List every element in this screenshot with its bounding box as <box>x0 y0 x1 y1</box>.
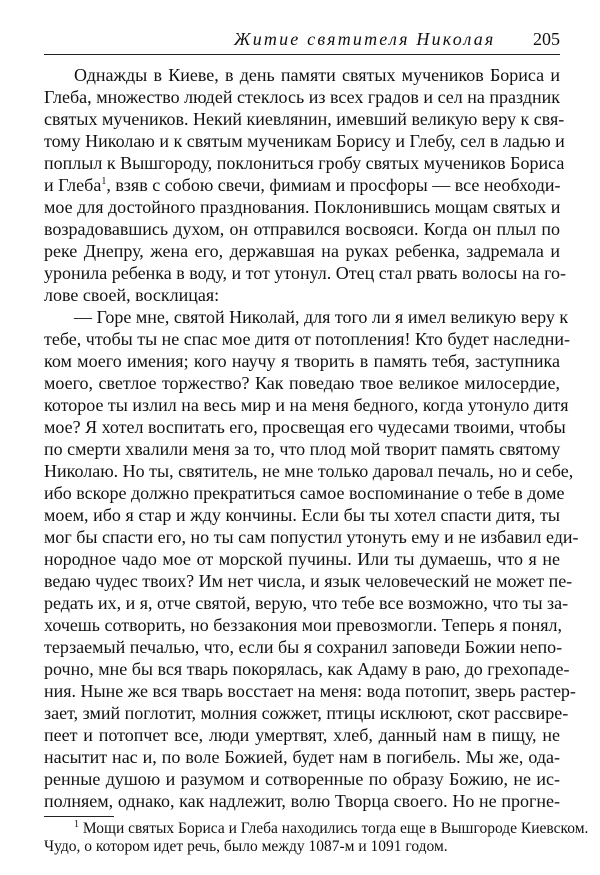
text-line: зает, змий поглотит, молния сожжет, птицы исклюют, скот рассвире- <box>44 703 569 723</box>
text-line: уронила ребенка в воду, и тот утонул. Отец стал рвать волосы на го- <box>44 263 567 283</box>
text-line: ибо вскоре должно прекратиться самое воспоминание о тебе в доме <box>44 483 565 503</box>
text-line: ренные душою и разумом и сотворенные по образу Божию, не ис- <box>44 769 560 789</box>
text-line: которое ты излил на весь мир и на меня бедного, когда утонуло дитя <box>44 395 569 415</box>
text-fragment: и Глеба <box>44 175 102 195</box>
text-line: тебе, чтобы ты не спас мое дитя от потопления! Кто будет наследни- <box>44 329 571 349</box>
text-line: по смерти хвалили меня за то, что плод мой творит память святому <box>44 439 561 459</box>
text-line: Глеба, множество людей стеклось из всех градов и сел на праздник <box>44 87 560 107</box>
footnote-reference: 1 <box>101 176 107 187</box>
footnote-marker: 1 <box>74 818 79 830</box>
text-line: Николаю. Но ты, святитель, не мне только даровал печаль, но и себе, <box>44 461 574 481</box>
text-fragment: , взяв с собою свечи, фимиам и просфоры — все необходи- <box>106 175 561 195</box>
text-line: поплыл к Вышгороду, поклониться гробу святых мучеников Бориса <box>44 153 565 173</box>
text-line: ком моего имения; кого научу я творить в память тебя, заступника <box>44 351 560 371</box>
text-line: насытит нас и, по воле Божией, будет нам в погибель. Мы же, ода- <box>44 747 560 767</box>
text-line: терзаемый печалью, что, если бы я сохранил заповеди Божии непо- <box>44 637 563 657</box>
text-line: святых мучеников. Некий киевлянин, имевший великую веру к свя- <box>44 109 565 129</box>
running-header <box>44 24 560 55</box>
footnote-line <box>44 818 589 838</box>
body-text <box>44 64 579 812</box>
text-line: Однажды в Киеве, в день памяти святых мучеников Бориса и <box>74 65 560 85</box>
text-line: мог бы спасти его, но ты сам попустил утонуть ему и не избавил еди- <box>44 527 579 547</box>
text-line: ведаю чудес твоих? Им нет числа, и язык человеческий не может пе- <box>44 571 573 591</box>
running-title: Житие святителя Николая <box>234 29 496 49</box>
text-line: тому Николаю и к святым мученикам Борису и Глебу, сел в ладью и <box>44 131 565 151</box>
text-line: хочешь сотворить, но беззакония мои превозмогли. Теперь я понял, <box>44 615 563 635</box>
page-number: 205 <box>533 29 560 49</box>
text-line: моем, ибо я стар и жду кончины. Если бы ты хотел спасти дитя, ты <box>44 505 560 525</box>
footnote <box>44 818 589 856</box>
text-line: редать их, и я, отче святой, верую, что тебе все возможно, что ты за- <box>44 593 569 613</box>
text-line <box>44 174 560 196</box>
text-line: нородное чадо мое от морской пучины. Или ты думаешь, что я не <box>44 549 560 569</box>
text-line: полняем, однако, как надлежит, волю Творца своего. Но не прогне- <box>44 791 560 811</box>
footnote-text: Мощи святых Бориса и Глеба находились тогда еще в Вышгороде Киевском. <box>82 820 589 837</box>
footnote-line: Чудо, о котором идет речь, было между 1087-м и 1091 годом. <box>44 838 448 855</box>
text-line: рочно, мне бы вся тварь покорялась, как Адаму в раю, до грехопаде- <box>44 659 570 679</box>
text-line: мое? Я хотел воспитать его, просвещая его чудесами твоими, чтобы <box>44 417 566 437</box>
footnote-divider <box>44 816 114 817</box>
text-line: ния. Ныне же вся тварь восстает на меня: вода потопит, зверь растер- <box>44 681 576 701</box>
text-line: реке Днепру, жена его, державшая на руках ребенка, задремала и <box>44 241 560 261</box>
text-line: возрадовавшись духом, он отправился восвояси. Когда он плыл по <box>44 219 560 239</box>
text-line: лове своей, восклицая: <box>44 285 220 305</box>
text-line: пеет и потопчет все, люди умертвят, хлеб, данный нам в пищу, не <box>44 725 560 745</box>
text-line: — Горе мне, святой Николай, для того ли я имел великую веру к <box>74 307 569 327</box>
text-line: мое для достойного празднования. Поклонившись мощам святых и <box>44 197 561 217</box>
text-line: моего, светлое торжество? Как поведаю твое великое милосердие, <box>44 373 560 393</box>
